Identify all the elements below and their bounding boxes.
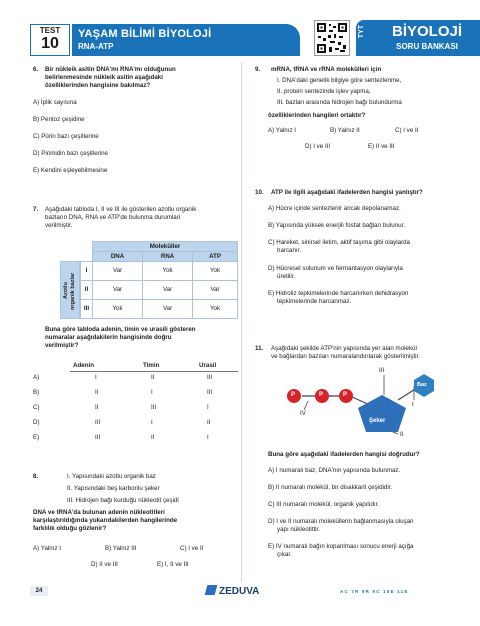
table-cell: Yok [93, 300, 143, 319]
question-line: özelliklerinden hangisine bakılmaz? [45, 81, 151, 89]
question-number: 8. [33, 473, 39, 480]
option-label: C) [268, 239, 275, 246]
q9-option-b[interactable]: B) Yalnız II [330, 127, 360, 134]
option-label: C) [268, 501, 275, 508]
exam-type-label: TYT [358, 25, 365, 39]
option-text: Hücresel solunum ve fermantasyon olaylarıyla [276, 265, 403, 272]
roman-II-label: II [400, 431, 404, 438]
answer-col-adenin: Adenin [73, 362, 94, 369]
answer-col-urasil: Urasil [199, 362, 217, 369]
question-title: ATP ile ilgili aşağıdaki ifadelerden hangisi yanlıştır? [271, 189, 423, 196]
option-label: A) [33, 374, 40, 381]
option-text: Yapısında yüksek enerjili fosfat bağları bulunur. [275, 222, 406, 229]
question-number: 10. [255, 189, 264, 196]
q11-option-e[interactable] [268, 543, 473, 559]
option-label: B) [33, 116, 40, 123]
q6-option-b[interactable] [33, 116, 85, 124]
table-cell: Yok [193, 262, 238, 281]
option-text: IV numaralı bağın kopanlması sonucu enerji açığa [275, 543, 414, 550]
question-number: 7. [33, 206, 39, 213]
table-col: DNA [93, 252, 143, 262]
topic-bar [72, 24, 300, 56]
q8-question-stem [33, 509, 241, 533]
answer-value: III [207, 374, 213, 381]
q11-question: Buna göre aşağıdaki ifadelerden hangisi doğrudur? [268, 451, 420, 458]
question-line: bazların DNA, RNA ve ATP'de bulunma durumları [45, 213, 181, 221]
topic-title: RNA-ATP [78, 42, 114, 51]
q8-option-a[interactable]: A) Yalnız I [33, 545, 61, 552]
question-number: 6. [33, 66, 39, 73]
question-7 [33, 206, 238, 230]
option-label: B) [268, 222, 275, 229]
option-label: C) [33, 404, 40, 411]
question-line: karşılaştırıldığında yukarıdakilerden hangilerinde [33, 516, 178, 524]
option-label: D) [268, 265, 275, 272]
side-label-line: Azotlu [63, 282, 69, 300]
q11-option-c[interactable] [268, 501, 473, 509]
test-number: 10 [41, 35, 59, 53]
question-line: Aşağıdaki şekilde ATP'nin yapısında yer alan molekül [271, 345, 417, 352]
question-line: verilmiştir. [45, 221, 73, 229]
answer-value: II [95, 404, 99, 411]
q10-option-d[interactable] [268, 265, 473, 281]
q7-question-stem [45, 326, 240, 350]
statement-item: II. protein sentezinde işlev yapma, [277, 87, 371, 95]
q11-option-b[interactable] [268, 484, 473, 492]
table-cell: Yok [143, 262, 193, 281]
p-label-1: P [291, 392, 296, 398]
q8-option-c[interactable]: C) I ve II [180, 545, 204, 552]
statement-item: I. DNA'daki genetik bilgiye göre sentezlenme, [277, 76, 402, 84]
q7-option-e[interactable] [33, 434, 238, 444]
q9-question: özelliklerinden hangileri ortaktır? [268, 112, 366, 119]
answer-value: II [95, 389, 99, 396]
table-cell: Var [93, 262, 143, 281]
option-text: harcanır. [277, 246, 302, 254]
roman-IV-label: IV [300, 410, 306, 417]
question-8 [33, 473, 238, 505]
answer-value: III [151, 404, 157, 411]
option-text: yapı nükleotittir. [277, 525, 320, 533]
column-divider [241, 62, 242, 582]
answer-value: I [207, 404, 209, 411]
question-9 [255, 66, 465, 107]
baz-label: Baz [417, 382, 427, 388]
option-text: Pentoz çeşidine [40, 116, 85, 123]
option-text: Hücre içinde sentezlenir ancak depolanamaz. [275, 205, 401, 212]
brand-subtitle: SORU BANKASI [396, 42, 458, 51]
option-label: D) [33, 150, 40, 157]
option-text: Kendini eşleyebilmesine [40, 167, 108, 174]
table-cell: Var [93, 281, 143, 300]
question-title: mRNA, tRNA ve rRNA molekülleri için [271, 66, 382, 73]
answer-value: I [151, 389, 153, 396]
option-label: E) [33, 167, 40, 174]
q8-option-b[interactable]: B) Yalnız III [105, 545, 137, 552]
side-label-line: organik bazlar [70, 272, 76, 310]
option-text: Hidroliz tepkimelerinde harcanırken dehidrasyon [275, 290, 409, 297]
test-number-box [30, 24, 70, 56]
question-line: Bir nükleik asitin DNA'mı RNA'mı olduğunun [45, 66, 176, 73]
table-header: Moleküller [93, 242, 238, 252]
q7-table [60, 241, 238, 320]
option-label: E) [268, 290, 275, 297]
q6-option-d[interactable] [33, 150, 108, 158]
option-text: III numaralı molekül, organik yapılıdır. [276, 501, 380, 508]
option-text: Pirimidin bazı çeşitlerine [41, 150, 108, 157]
row-id: II [81, 281, 93, 300]
p-label-3: P [343, 392, 348, 398]
q9-option-c[interactable]: C) I ve II [395, 127, 419, 134]
answer-col-timin: Timin [143, 362, 160, 369]
answer-value: I [151, 419, 153, 426]
question-line: farklılık olduğu gözlenir? [33, 524, 107, 532]
publisher-logo [206, 585, 259, 599]
option-text: Pürin bazı çeşitlerine [41, 133, 99, 140]
option-text: Hareket, sinirsel iletim, aktif taşıma gibi olaylarda [276, 239, 411, 246]
option-text: I ve II numaralı moleküllerin bağlanmasıyla oluşan [276, 518, 414, 525]
q11-option-a[interactable] [268, 467, 473, 475]
question-line: belirlenmesinde nükleik asitin aşağıdaki [45, 73, 163, 81]
question-line: Aşağıdaki tabloda I, II ve III ile gösterilen azotlu organik [45, 206, 197, 213]
option-label: C) [33, 133, 40, 140]
question-number: 9. [255, 66, 261, 73]
option-label: E) [33, 434, 40, 441]
question-line: ve bağlardan bazıları numaralandırılarak gösterilmiştir. [271, 352, 420, 360]
answer-value: I [207, 434, 209, 441]
table-side-label [60, 261, 80, 319]
statement-item: III. Hidrojen bağı kurduğu nükleotit çeşidi [67, 496, 179, 504]
q9-option-a[interactable]: A) Yalnız I [268, 127, 296, 134]
question-number: 11. [255, 345, 264, 352]
question-11 [255, 345, 470, 361]
seker-label: Şeker [369, 418, 386, 424]
table-cell: Var [193, 281, 238, 300]
option-label: A) [268, 205, 275, 212]
q10-option-e[interactable] [268, 290, 473, 306]
option-label: A) [33, 99, 40, 106]
q6-option-a[interactable] [33, 99, 77, 107]
option-label: D) [268, 518, 275, 525]
q7-option-c[interactable] [33, 404, 238, 414]
question-line: DNA ve tRNA'da bulunan adenin nükleotitleri [33, 509, 165, 516]
q7-option-d[interactable] [33, 419, 238, 429]
q11-option-d[interactable] [268, 518, 473, 534]
row-id: III [81, 300, 93, 319]
answer-value: II [207, 419, 211, 426]
answer-value: III [95, 434, 101, 441]
question-line: numaralar aşağıdakilerin hangisinde doğru [45, 333, 172, 341]
table-col: ATP [193, 252, 238, 262]
answer-header-underline [70, 371, 238, 372]
table-cell: Var [143, 281, 193, 300]
table-col: RNA [143, 252, 193, 262]
option-text: çıkar. [277, 550, 292, 558]
atp-diagram [280, 366, 460, 442]
q10-option-b[interactable] [268, 222, 473, 230]
table-cell: Var [143, 300, 193, 319]
option-text: II numaralı molekül, bir disakkarit çeşididir. [275, 484, 393, 491]
ribose-pentagon [358, 395, 406, 432]
answer-value: III [207, 389, 213, 396]
question-line: Buna göre tabloda adenin, timin ve urasili gösteren [45, 326, 196, 333]
option-label: B) [33, 389, 40, 396]
row-id: I [81, 262, 93, 281]
qr-code-icon [314, 20, 350, 56]
subject-title: YAŞAM BİLİMİ BİYOLOJİ [78, 28, 212, 40]
answer-value: III [95, 419, 101, 426]
answer-value: I [95, 374, 97, 381]
statement-item: I. Yapısındaki azotlu organik baz [67, 473, 156, 480]
question-10 [255, 189, 470, 197]
test-label: TEST [39, 26, 61, 35]
option-label: B) [268, 484, 275, 491]
publisher-name: ZEDUVA [219, 586, 260, 597]
q9-option-e[interactable]: E) II ve III [368, 143, 395, 150]
question-6 [33, 66, 238, 90]
zeduva-logo-icon [205, 585, 218, 595]
q10-option-c[interactable] [268, 239, 473, 255]
page-header [0, 0, 480, 62]
roman-III-label: III [379, 367, 385, 374]
option-text: tepkimelerinde harcanmaz. [277, 297, 352, 305]
q7-option-a[interactable] [33, 374, 238, 384]
option-label: A) [268, 467, 275, 474]
statement-item: III. bazları arasında hidrojen bağı bulundurma [277, 98, 402, 106]
brand-title: BİYOLOJİ [391, 23, 462, 40]
option-text: İplik sayısına [40, 99, 77, 106]
q8-option-d[interactable]: D) II ve III [91, 561, 118, 568]
option-text: üretilir. [277, 272, 296, 280]
answer-key: AC 7R 9R 9C 10E 11E [340, 589, 409, 594]
statement-item: II. Yapısındaki beş karbonlu şeker [67, 484, 160, 492]
option-text: I numaralı baz, DNA'nın yapısında bulunmaz. [275, 467, 401, 474]
q6-option-e[interactable] [33, 167, 107, 175]
q8-option-e[interactable]: E) I, II ve III [157, 561, 189, 568]
table-cell: Yok [193, 300, 238, 319]
q9-option-d[interactable]: D) I ve III [305, 143, 331, 150]
answer-value: II [151, 374, 155, 381]
page-number: 24 [30, 586, 48, 596]
brand-banner [356, 20, 480, 56]
q6-option-c[interactable] [33, 133, 99, 141]
q7-option-b[interactable] [33, 389, 238, 399]
q10-option-a[interactable] [268, 205, 473, 213]
p-label-2: P [319, 392, 324, 398]
option-label: E) [268, 543, 275, 550]
answer-value: II [151, 434, 155, 441]
roman-I-label: I [412, 401, 414, 408]
option-label: D) [33, 419, 40, 426]
question-line: verilmiştir? [45, 341, 79, 349]
